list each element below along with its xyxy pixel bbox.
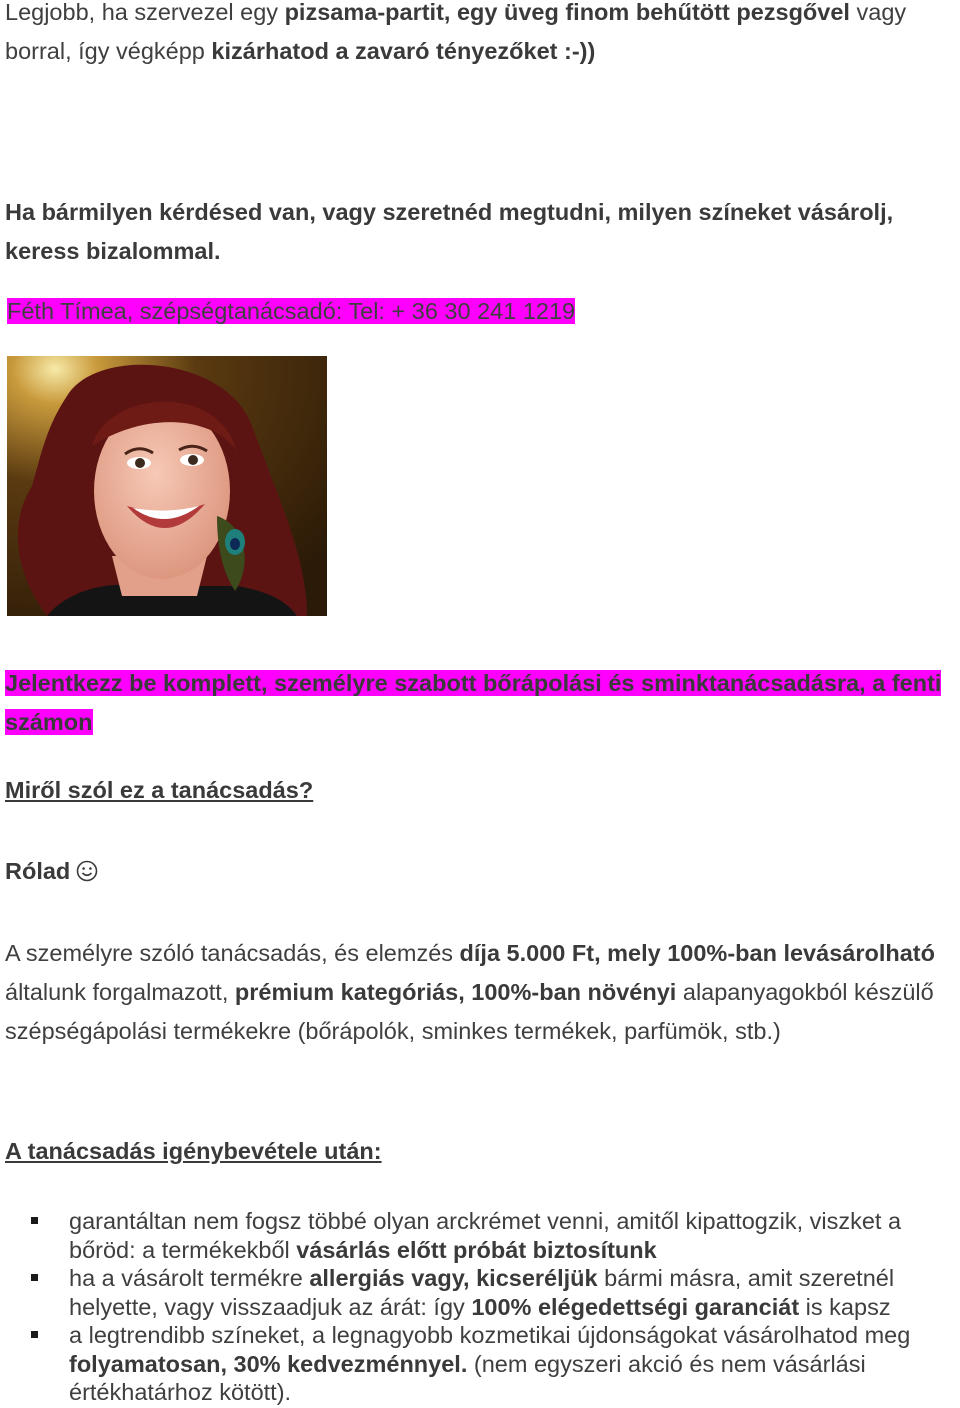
- list-item: a legtrendibb színeket, a legnagyobb kozmetikai újdonságokat vásárolhatod meg folyamatosan, 30% kedvezménnyel. (nem egyszeri akció és nem vásárlási értékhatárhoz kötött).: [0, 1321, 960, 1407]
- intro-text: Legjobb, ha szervezel egy: [5, 0, 285, 25]
- price-text-2: általunk forgalmazott,: [5, 979, 235, 1005]
- bullet-square-icon: [31, 1217, 38, 1224]
- price-text-3: alapanyagokból készülő szépségápolási termékekre (bőrápolók, sminkes termékek, parfümök, stb.): [5, 979, 934, 1044]
- consultant-photo: [7, 356, 327, 616]
- smiley-icon: [76, 855, 98, 894]
- intro-bold-party: pizsama-partit, egy üveg finom behűtött pezsgővel: [284, 0, 850, 25]
- price-text: A személyre szóló tanácsadás, és elemzés: [5, 940, 460, 966]
- question-paragraph: [5, 193, 957, 271]
- price-bold-premium: prémium kategóriás, 100%-ban növényi: [234, 979, 677, 1005]
- bullet-square-icon: [31, 1331, 38, 1338]
- price-bold-fee: díja 5.000 Ft, mely 100%-ban levásárolható: [459, 940, 935, 966]
- signup-paragraph: [5, 664, 957, 742]
- intro-text-2: vagy borral, így végképp: [5, 0, 907, 64]
- price-paragraph: [5, 934, 957, 1051]
- list-item: ha a vásárolt termékre allergiás vagy, kicseréljük bármi másra, amit szeretnél helyette, vagy visszaadjuk az árát: így 100% elégedettségi garanciát is kapsz: [0, 1264, 960, 1321]
- contact-line: [7, 292, 959, 331]
- after-heading-text: A tanácsadás igénybevétele után:: [5, 1138, 382, 1164]
- rolad-heading: [5, 852, 957, 894]
- bullet-square-icon: [31, 1274, 38, 1281]
- rolad-text: Rólad: [5, 858, 71, 884]
- intro-bold-distractions: kizárhatod a zavaró tényezőket :-)): [211, 38, 596, 64]
- signup-text: Jelentkezz be komplett, személyre szabott bőrápolási és sminktanácsadásra, a fenti számon: [5, 670, 942, 735]
- about-heading: [5, 771, 957, 810]
- about-heading-text: Miről szól ez a tanácsadás?: [5, 777, 314, 803]
- after-heading: [5, 1132, 957, 1171]
- question-text: Ha bármilyen kérdésed van, vagy szeretnéd megtudni, milyen színeket vásárolj, keress bizalommal.: [5, 199, 894, 264]
- contact-phone: Féth Tímea, szépségtanácsadó: Tel: + 36 30 241 1219: [7, 298, 576, 324]
- benefits-list: [0, 1207, 960, 1407]
- intro-paragraph: [5, 0, 957, 71]
- list-item: garantáltan nem fogsz többé olyan arckrémet venni, amitől kipattogzik, viszket a bőröd: a termékekből vásárlás előtt próbát biztosítunk: [0, 1207, 960, 1264]
